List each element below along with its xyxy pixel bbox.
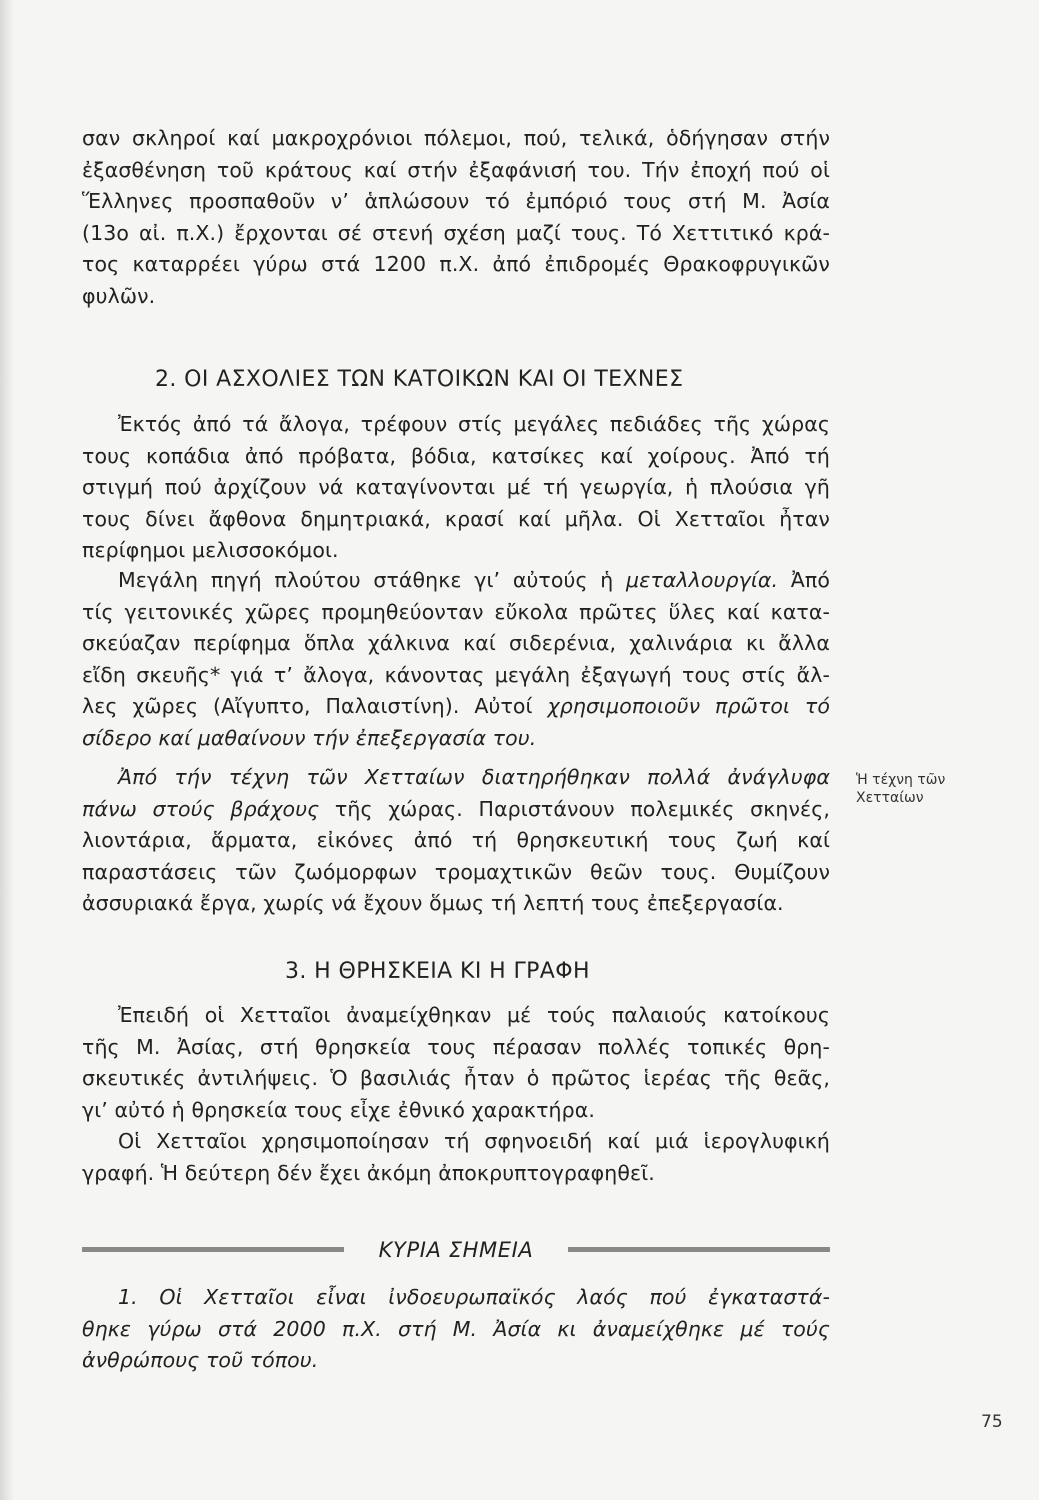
list-item: 1. Οἱ Χετταῖοι εἶναι ἰνδοευρωπαϊκός λαός πού ἐγκαταστά- bbox=[118, 1285, 830, 1309]
text-line: γι’ αὐτό ἡ θρησκεία τους εἶχε ἐθνικό χαρακτήρα. bbox=[82, 1097, 595, 1122]
text-line: (13ο αἰ. π.Χ.) ἔρχονται σέ στενή σχέση μαζί τους. Τό Χεττιτικό κρά- bbox=[82, 220, 830, 245]
text-line: γραφή. Ἡ δεύτερη δέν ἔχει ἀκόμη ἀποκρυπτογραφηθεῖ. bbox=[82, 1160, 655, 1185]
text-line: Ἐπειδή οἱ Χετταῖοι ἀναμείχθηκαν μέ τούς παλαιούς κατοίκους bbox=[118, 1003, 830, 1027]
section-2-heading: 2. ΟΙ ΑΣΧΟΛΙΕΣ ΤΩΝ ΚΑΤΟΙΚΩΝ ΚΑΙ ΟΙ ΤΕΧΝΕΣ bbox=[155, 367, 684, 392]
section-3-paragraph-1 bbox=[82, 1000, 830, 1126]
text-span: λες χῶρες (Αἴγυπτο, Παλαιστίνη). Αὐτοί bbox=[82, 694, 548, 718]
page-edge bbox=[0, 0, 14, 1500]
text-line: λιοντάρια, ἅρματα, εἰκόνες ἀπό τή θρησκευτική τους ζωή καί bbox=[82, 828, 830, 852]
text-line: Ἐκτός ἀπό τά ἄλογα, τρέφουν στίς μεγάλες πεδιάδες τῆς χώρας bbox=[118, 412, 830, 436]
margin-note: Ἡ τέχνη τῶν Χετταίων bbox=[856, 772, 946, 806]
text-line: φυλῶν. bbox=[82, 283, 156, 308]
emphasis-text: σίδερο καί μαθαίνουν τήν ἐπεξεργασία του. bbox=[82, 725, 537, 750]
key-points-header bbox=[82, 1238, 830, 1262]
text-line: τους κοπάδια ἀπό πρόβατα, βόδια, κατσίκες καί χοίρους. Ἀπό τή bbox=[82, 443, 830, 468]
text-line: σκευτικές ἀντιλήψεις. Ὁ βασιλιάς ἦταν ὁ πρῶτος ἱερέας τῆς θεᾶς, bbox=[82, 1066, 830, 1090]
section-2-paragraph-1 bbox=[82, 409, 830, 567]
text-line: σαν σκληροί καί μακροχρόνιοι πόλεμοι, πού, τελικά, ὁδήγησαν στήν bbox=[82, 126, 830, 150]
text-span: Ἀπό bbox=[778, 568, 830, 592]
text-line: τῆς Μ. Ἀσίας, στή θρησκεία τους πέρασαν πολλές τοπικές θρη- bbox=[82, 1034, 830, 1059]
text-line: Ἕλληνες προσπαθοῦν ν’ ἁπλώσουν τό ἐμπόριό τους στή Μ. Ἀσία bbox=[82, 189, 830, 213]
text-line: εἴδη σκευῆς* γιά τ’ ἄλογα, κάνοντας μεγάλη ἐξαγωγή τους στίς ἄλ- bbox=[82, 662, 830, 687]
emphasis-text: χρησιμοποιοῦν πρῶτοι τό bbox=[547, 694, 831, 718]
text-line bbox=[82, 794, 830, 826]
text-span: τῆς χώρας. Παριστάνουν πολεμικές σκηνές, bbox=[319, 796, 830, 821]
text-line: Οἱ Χετταῖοι χρησιμοποίησαν τή σφηνοειδή καί μιά ἱερογλυφική bbox=[118, 1129, 830, 1153]
section-3-heading: 3. Η ΘΡΗΣΚΕΙΑ ΚΙ Η ΓΡΑΦΗ bbox=[285, 959, 590, 984]
key-points-list bbox=[82, 1282, 830, 1377]
section-2-paragraph-3 bbox=[82, 762, 830, 920]
text-line: στιγμή πού ἀρχίζουν νά καταγίνονται μέ τή γεωργία, ἡ πλούσια γῆ bbox=[82, 475, 830, 499]
text-line: τους δίνει ἄφθονα δημητριακά, κρασί καί μῆλα. Οἱ Χετταῖοι ἦταν bbox=[82, 506, 830, 531]
text-line: ἐξασθένηση τοῦ κράτους καί στήν ἐξαφάνισή του. Τήν ἐποχή πού οἱ bbox=[82, 157, 830, 182]
text-span: Μεγάλη πηγή πλούτου στάθηκε γι’ αὐτούς ἡ bbox=[118, 568, 627, 592]
list-item: ἀνθρώπους τοῦ τόπου. bbox=[82, 1348, 319, 1372]
text-line: σκεύαζαν περίφημα ὅπλα χάλκινα καί σιδερένια, χαλινάρια κι ἄλλα bbox=[82, 631, 830, 655]
list-item: θηκε γύρω στά 2000 π.Χ. στή Μ. Ἀσία κι ἀναμείχθηκε μέ τούς bbox=[82, 1316, 830, 1341]
text-line: περίφημοι μελισσοκόμοι. bbox=[82, 538, 339, 562]
text-line: ἀσσυριακά ἔργα, χωρίς νά ἔχουν ὅμως τή λεπτή τους ἐπεξεργασία. bbox=[82, 891, 784, 915]
key-points-title: ΚΥΡΙΑ ΣΗΜΕΙΑ bbox=[378, 1238, 534, 1262]
emphasis-text: πάνω στούς βράχους bbox=[82, 796, 320, 821]
text-line bbox=[82, 565, 830, 597]
section-3-paragraph-2 bbox=[82, 1126, 830, 1189]
emphasis-text: Ἀπό τήν τέχνη τῶν Χετταίων διατηρήθηκαν πολλά ἀνάγλυφα bbox=[118, 765, 830, 789]
page-number: 75 bbox=[981, 1412, 1003, 1432]
emphasis-text: μεταλλουργία. bbox=[626, 568, 779, 592]
text-line: τίς γειτονικές χῶρες προμηθεύονταν εὔκολα πρῶτες ὕλες καί κατα- bbox=[82, 599, 830, 624]
text-line: τος καταρρέει γύρω στά 1200 π.Χ. ἀπό ἐπιδρομές Θρακοφρυγικῶν bbox=[82, 252, 830, 276]
intro-paragraph bbox=[82, 123, 830, 312]
text-line bbox=[82, 691, 830, 723]
text-line: παραστάσεις τῶν ζωόμορφων τρομαχτικῶν θεῶν τους. Θυμίζουν bbox=[82, 859, 830, 884]
section-2-paragraph-2 bbox=[82, 565, 830, 754]
divider bbox=[568, 1247, 830, 1252]
